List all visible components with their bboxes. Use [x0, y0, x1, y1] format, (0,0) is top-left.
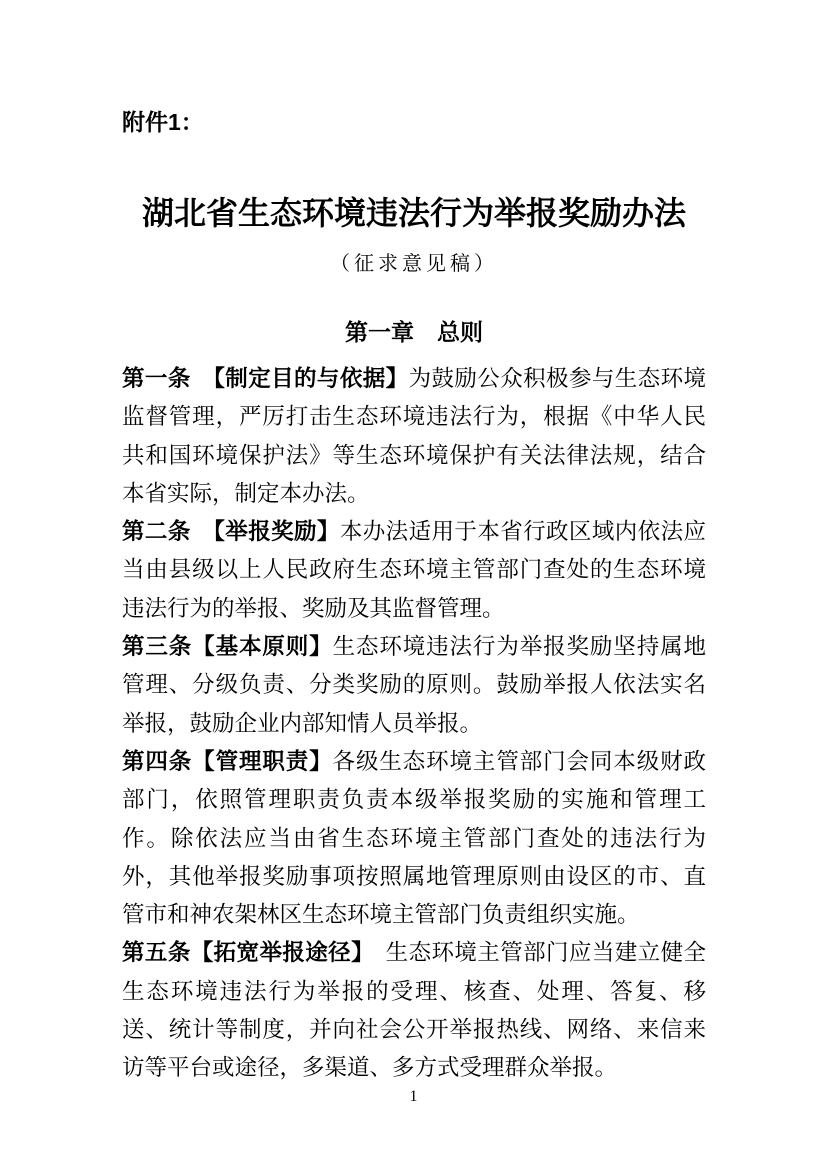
article-4-body: 各级生态环境主管部门会同本级财政部门，依照管理职责负责本级举报奖励的实施和管理工作。除依法应当由省生态环境主管部门查处的违法行为外，其他举报奖励事项按照属地管理原则由设区的市、直管市和神农架林区生态环境主管部门负责组织实施。 [122, 748, 706, 928]
article-5 [122, 934, 706, 1087]
document-title: 湖北省生态环境违法行为举报奖励办法 [141, 195, 686, 231]
article-3 [122, 628, 706, 743]
attachment-label: 附件1： [122, 109, 204, 135]
article-4-head: 第四条【管理职责】 [122, 748, 333, 774]
article-3-head: 第三条【基本原则】 [122, 634, 333, 660]
article-5-body: 生态环境主管部门应当建立健全生态环境违法行为举报的受理、核查、处理、答复、移送、统计等制度，并向社会公开举报热线、网络、来信来访等平台或途径，多渠道、多方式受理群众举报。 [122, 940, 706, 1081]
page-number: 1 [409, 1088, 418, 1105]
article-list [122, 360, 706, 1088]
article-4 [122, 743, 706, 934]
article-1 [122, 360, 706, 513]
article-2-body: 本办法适用于本省行政区域内依法应当由县级以上人民政府生态环境主管部门查处的生态环境违法行为的举报、奖励及其监督管理。 [122, 519, 706, 621]
chapter-heading: 第一章 总则 [345, 319, 483, 345]
article-5-head: 第五条【拓宽举报途径】 [122, 940, 363, 966]
article-1-head: 第一条 【制定目的与依据】 [122, 366, 409, 391]
article-1-body: 为鼓励公众积极参与生态环境监督管理，严厉打击生态环境违法行为，根据《中华人民共和国环境保护法》等生态环境保护有关法律法规，结合本省实际，制定本办法。 [122, 366, 706, 506]
article-2 [122, 513, 706, 628]
article-3-body: 生态环境违法行为举报奖励坚持属地管理、分级负责、分类奖励的原则。鼓励举报人依法实名举报，鼓励企业内部知情人员举报。 [122, 634, 706, 736]
article-2-head: 第二条 【举报奖励】 [122, 519, 340, 545]
document-subtitle: （征求意见稿） [330, 253, 498, 275]
